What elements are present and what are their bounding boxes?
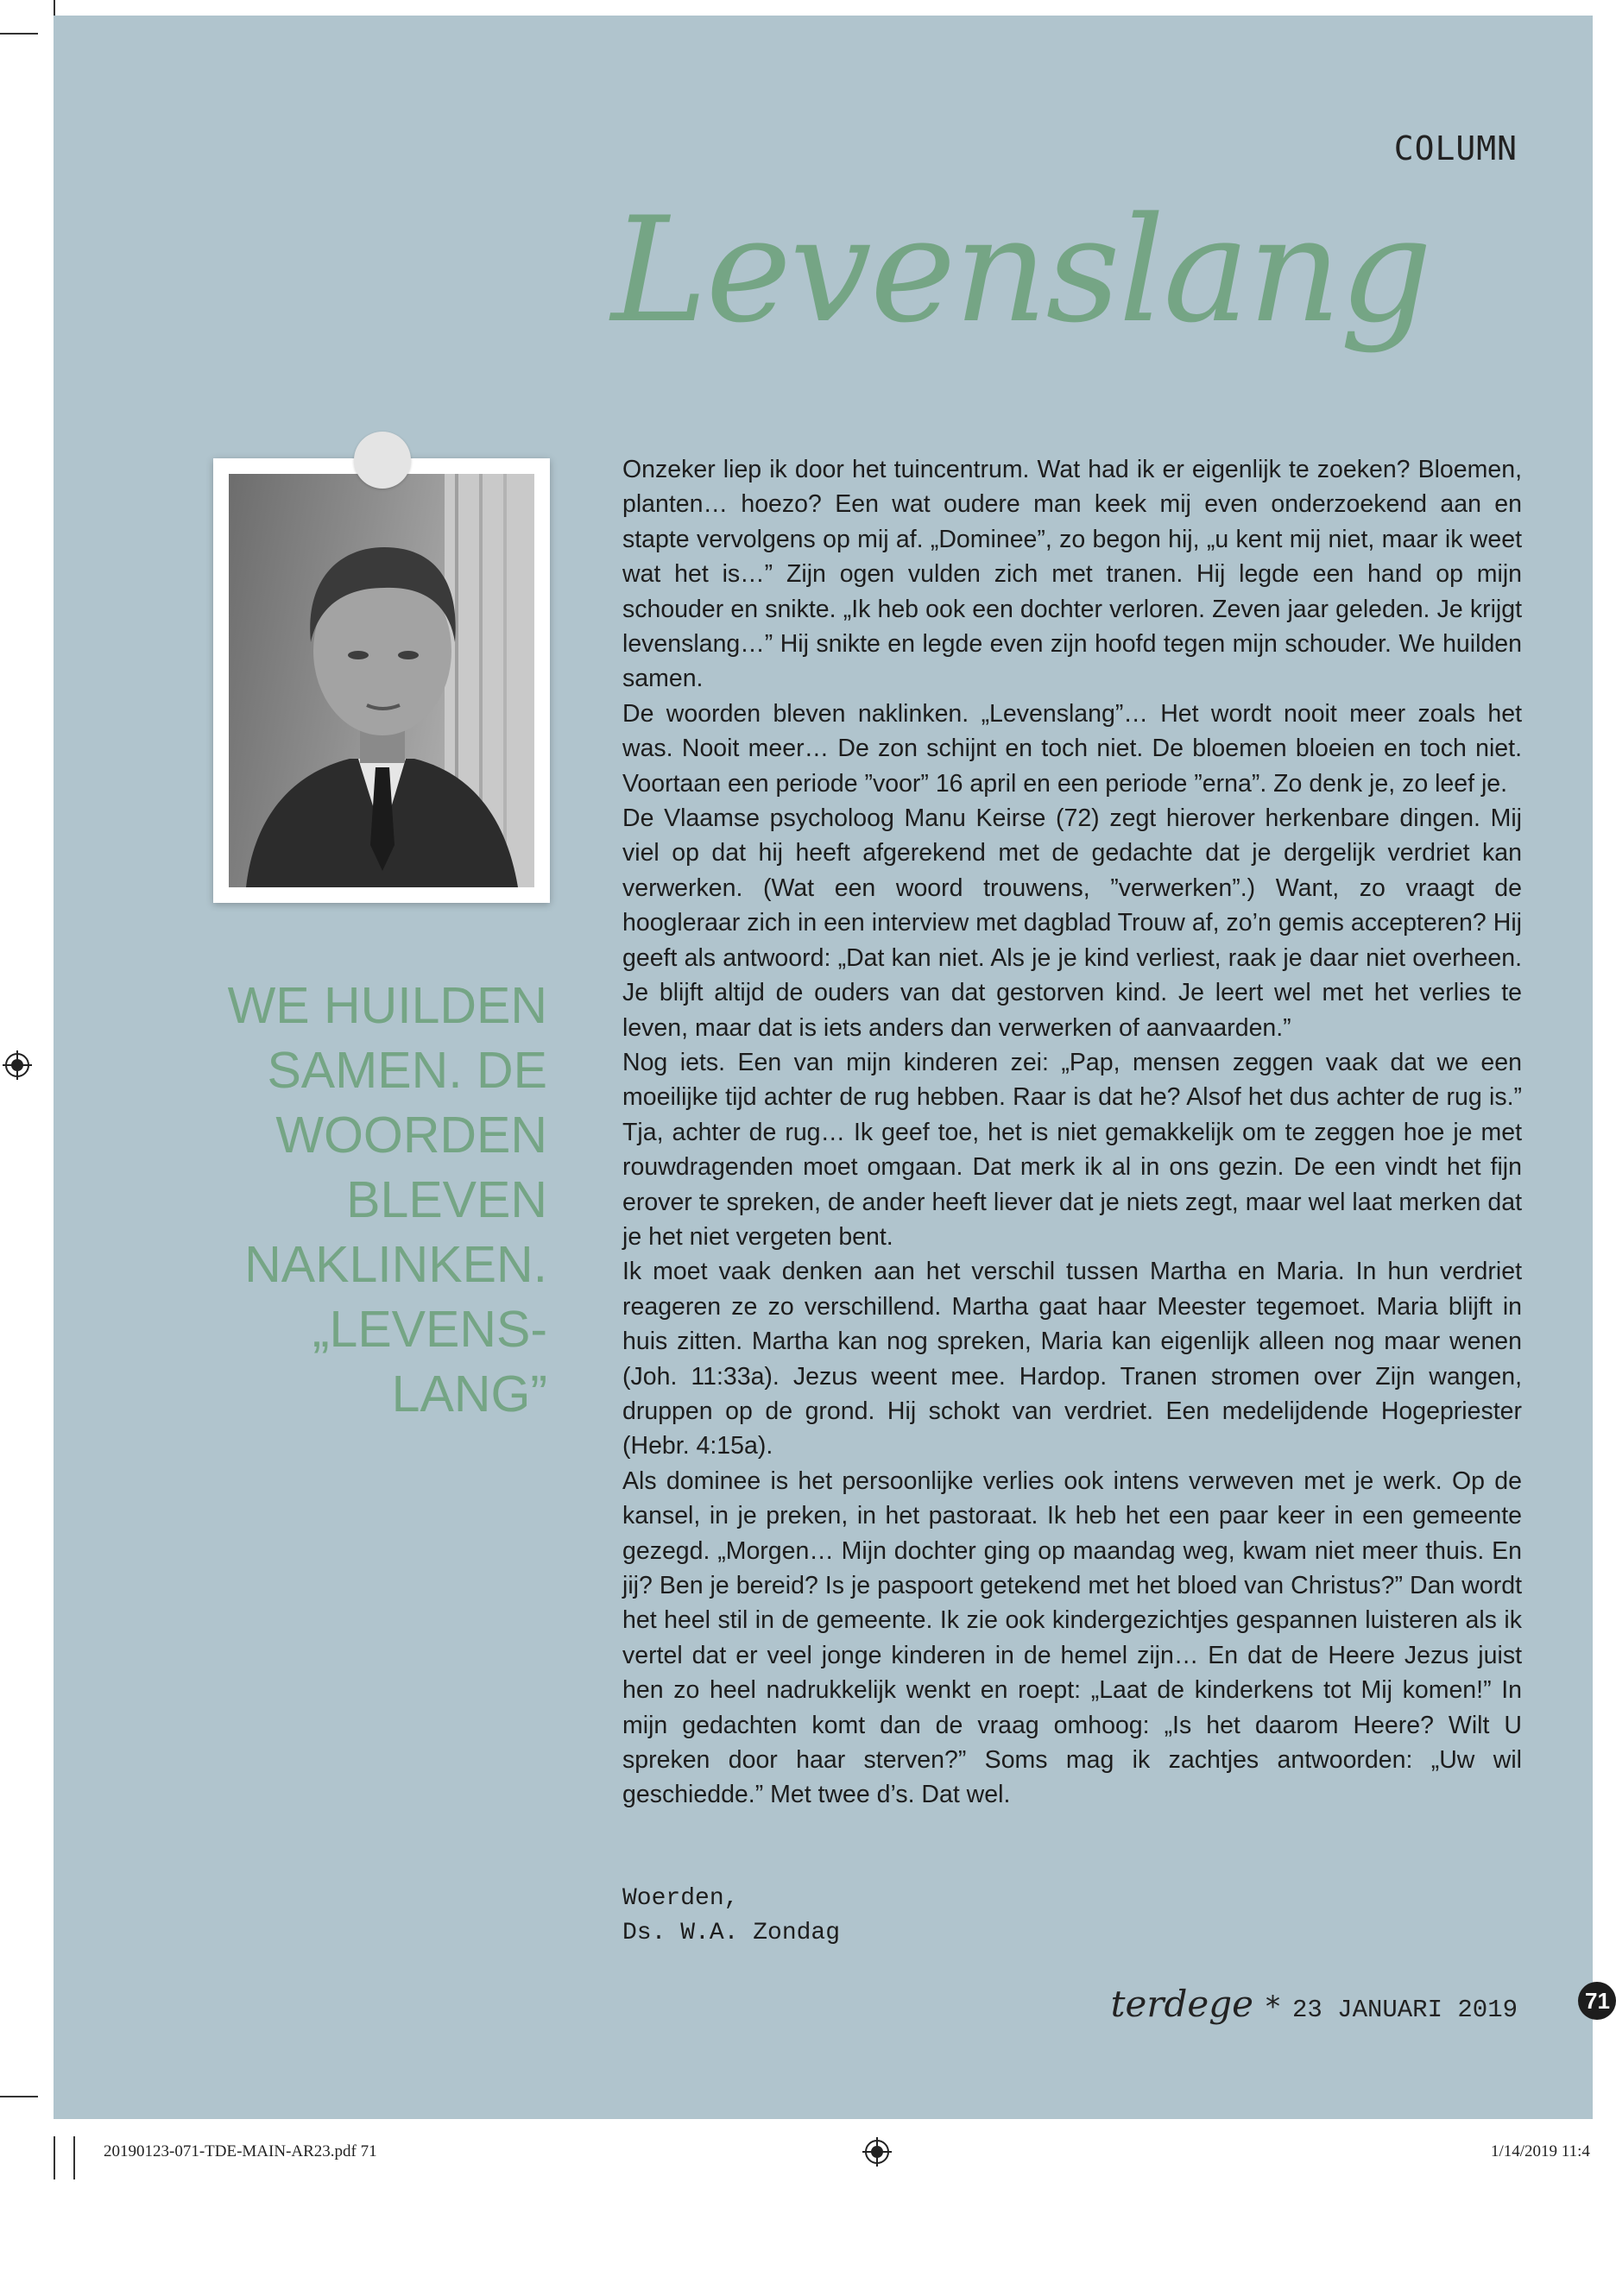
author-photo <box>213 458 550 903</box>
article-body <box>622 452 1522 1813</box>
crop-mark <box>73 2136 75 2179</box>
registration-mark-icon <box>862 2137 892 2167</box>
crop-mark <box>0 2096 38 2097</box>
crop-mark <box>0 33 38 35</box>
footer-brand: terdege <box>1110 1983 1253 2025</box>
signoff-author: Ds. W.A. Zondag <box>622 1920 841 1946</box>
section-label: COLUMN <box>1393 129 1518 167</box>
photo-pin-icon <box>354 432 411 489</box>
footer-separator: * <box>1265 1990 1280 2024</box>
registration-mark-icon <box>3 1050 32 1080</box>
article-paragraph: Onzeker liep ik door het tuincentrum. Wat had ik er eigenlijk te zoeken? Bloemen, planten… hoezo? Een wat oudere man keek mij even onderzoekend aan en stapte vervolgens op mij af. „Dominee”, zo begon hij, „u kent mij niet, maar ik weet wat het is…” Zijn ogen vulden zich met tranen. Hij legde een hand op mijn schouder en snikte. „Ik heb ook een dochter verloren. Zeven jaar geleden. Je krijgt levenslang…” Hij snikte en legde even zijn hoofd tegen mijn schouder. We huilden samen. <box>622 456 1522 693</box>
page-number: 71 <box>1578 1982 1616 2020</box>
article-title: Levenslang <box>611 186 1431 355</box>
article-paragraph: De Vlaamse psycholoog Manu Keirse (72) zegt hierover herkenbare dingen. Mij viel op dat hij heeft afgerekend met de gedachte dat je dergelijk verdriet kan verwerken. (Wat een woord trouwens, ”verwerken”.) Want, zo vraagt de hoogleraar zich in een interview met dagblad Trouw af, zo’n gemis accepteren? Hij geeft als antwoord: „Dat kan niet. Als je je kind verliest, raak je daar niet overheen. Je blijft altijd de ouders van dat gestorven kind. Je leert wel met het verlies te leven, maar dat is iets anders dan verwerken of aanvaarden.” <box>622 804 1522 1042</box>
article-paragraph: Als dominee is het persoonlijke verlies ook intens verweven met je werk. Op de kansel, in je preken, in het pastoraat. Ik heb het een paar keer in een gemeente gezegd. „Morgen… Mijn dochter ging op maandag weg, kwam niet meer thuis. En jij? Ben je bereid? Is je paspoort getekend met het bloed van Christus?” Dan wordt het heel stil in de gemeente. Ik zie ook kindergezichtjes gespannen luisteren als ik vertel dat er veel jonge kinderen in de hemel zijn… En dat de Heere Jezus juist hen zo heel nadrukkelijk wenkt en roept: „Laat de kinderkens tot Mij komen!” In mijn gedachten komt dan de vraag omhoog: „Is het daarom Heere? Wilt U spreken door haar sterven?” Soms mag ik zachtjes antwoorden: „Uw wil geschiedde.” Met twee d’s. Dat wel. <box>622 1467 1522 1809</box>
article-paragraph: Ik moet vaak denken aan het verschil tussen Martha en Maria. In hun verdriet reageren ze zo verschillend. Martha gaat haar Meester tegemoet. Maria blijft in huis zitten. Martha kan nog spreken, Maria kan eigenlijk alleen nog maar wenen (Joh. 11:33a). Jezus weent mee. Hardop. Tranen stromen over Zijn wangen, druppen op de grond. Hij schokt van verdriet. Een medelijdende Hogepriester (Hebr. 4:15a). <box>622 1258 1522 1460</box>
slug-filename: 20190123-071-TDE-MAIN-AR23.pdf 71 <box>104 2142 377 2160</box>
slug-timestamp: 1/14/2019 11:4 <box>1491 2142 1590 2160</box>
page-footer <box>1111 1983 1518 2025</box>
article-paragraph: Nog iets. Een van mijn kinderen zei: „Pap, mensen zeggen vaak dat we een moeilijke tijd achter de rug hebben. Raar is dat he? Alsof het dus achter de rug is.” Tja, achter de rug… Ik geef toe, het is niet gemakkelijk om te zeggen hoe je met rouwdragenden moet omgaan. Dat merk ik al in ons gezin. De een vindt het fijn erover te spreken, de ander heeft liever dat je niets zegt, maar wel laat merken dat je het niet vergeten bent. <box>622 1048 1522 1251</box>
signoff-place: Woerden, <box>622 1885 739 1912</box>
crop-mark <box>54 0 55 16</box>
article-paragraph: De woorden bleven naklinken. „Levenslang”… Het wordt nooit meer zoals het was. Nooit meer… De zon schijnt en toch niet. De bloemen bloeien en toch niet. Voortaan een periode ”voor” 16 april en een periode ”erna”. Zo denk je, zo leef je. <box>622 699 1522 798</box>
portrait-image <box>229 474 534 887</box>
pull-quote: WE HUILDEN SAMEN. DE WOORDEN BLEVEN NAKLINKEN. „LEVENS-LANG” <box>227 977 547 1422</box>
signoff <box>622 1882 840 1951</box>
footer-date: 23 JANUARI 2019 <box>1291 1996 1518 2024</box>
crop-mark <box>54 2136 55 2179</box>
